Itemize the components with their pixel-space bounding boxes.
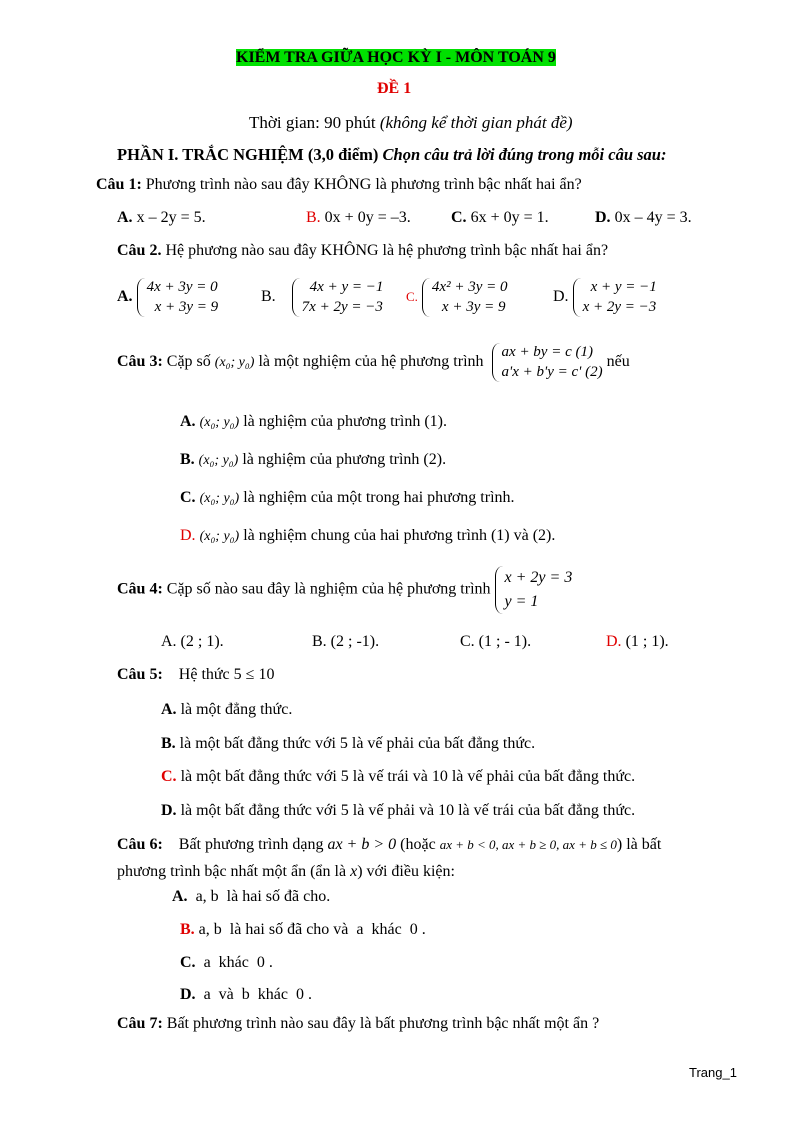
equation-system: x + y = −1 x + 2y = −3 xyxy=(573,278,657,317)
q3-text: nếu xyxy=(602,353,630,371)
option-letter: A. xyxy=(117,209,133,226)
q5-option-a xyxy=(161,701,292,719)
q2-label: Câu 2. xyxy=(117,242,162,259)
q6-expr: ax + b > 0 xyxy=(327,836,397,853)
exam-time xyxy=(249,113,573,133)
option-letter: C. xyxy=(161,768,177,785)
q6-option-c xyxy=(180,954,273,972)
q3-option-b xyxy=(180,451,446,469)
q6-text: ) là bất xyxy=(616,836,662,853)
option-letter: C. xyxy=(180,489,196,506)
q4-option-c: C. (1 ; - 1). xyxy=(460,633,532,650)
question-4 xyxy=(117,566,572,614)
option-letter: B. xyxy=(306,209,321,226)
equation-system: x + 2y = 3 y = 1 xyxy=(495,566,573,614)
q6-option-b xyxy=(180,921,426,939)
pair-expr: (x₀; y₀) xyxy=(214,355,255,371)
option-text: (1 ; 1). xyxy=(621,633,669,650)
q5-option-d xyxy=(161,802,635,820)
exam-title-text: KIỂM TRA GIỮA HỌC KỲ I - MÔN TOÁN 9 xyxy=(236,49,556,66)
q6-text: ) với điều kiện: xyxy=(357,863,455,880)
equation-system: 4x² + 3y = 0 x + 3y = 9 xyxy=(422,278,508,317)
q2-text: Hệ phương nào sau đây KHÔNG là hệ phương trình bậc nhất hai ẩn? xyxy=(161,242,609,259)
option-text: là một bất đẳng thức với 5 là vế phải của bất đẳng thức. xyxy=(175,735,536,752)
part1-heading xyxy=(117,146,666,165)
option-text: là nghiệm của một trong hai phương trình. xyxy=(239,489,515,506)
option-letter: C. xyxy=(406,289,418,305)
option-text: x – 2y = 5. xyxy=(132,209,206,226)
option-letter: A. xyxy=(117,288,133,306)
time-text: Thời gian: 90 phút xyxy=(249,113,380,132)
q5-option-c xyxy=(161,768,635,786)
option-letter: A. xyxy=(161,701,177,718)
q6-option-a xyxy=(172,888,330,906)
option-text: là một bất đẳng thức với 5 là vế trái và 10 là vế phải của bất đẳng thức. xyxy=(176,768,636,785)
equation-system: ax + by = c (1) a'x + b'y = c' (2) xyxy=(492,343,603,382)
option-text: là một đẳng thức. xyxy=(176,701,293,718)
q1-option-a xyxy=(117,209,206,227)
question-5 xyxy=(117,666,274,684)
option-letter: B. xyxy=(180,921,195,938)
pair-expr: (x₀; y₀) xyxy=(199,529,240,544)
option-text: a, b là hai số đã cho và a khác 0 . xyxy=(194,921,426,938)
q4-option-b: B. (2 ; -1). xyxy=(312,633,380,650)
q6-expr: ax + b < 0, ax + b ≥ 0, ax + b ≤ 0 xyxy=(439,837,617,852)
q1-text: Phương trình nào sau đây KHÔNG là phương trình bậc nhất hai ẩn? xyxy=(141,176,582,193)
q1-option-c xyxy=(451,209,549,227)
q2-option-d xyxy=(553,278,657,317)
option-text: là nghiệm chung của hai phương trình (1) và (2). xyxy=(239,527,556,544)
q5-expr: 5 ≤ 10 xyxy=(233,666,275,683)
option-letter: D. xyxy=(161,802,177,819)
option-letter: D. xyxy=(595,209,611,226)
option-text: là nghiệm của phương trình (2). xyxy=(238,451,447,468)
q6-text: phương trình bậc nhất một ẩn (ẩn là xyxy=(117,863,351,880)
option-text: là một bất đẳng thức với 5 là vế phải và 10 là vế trái của bất đẳng thức. xyxy=(176,802,636,819)
question-6-line1 xyxy=(117,836,661,854)
option-letter: B. xyxy=(261,288,276,306)
part1-title: PHẦN I. TRẮC NGHIỆM (3,0 điểm) xyxy=(117,145,383,164)
page-number: Trang_1 xyxy=(689,1065,737,1080)
q5-text: Hệ thức xyxy=(162,666,234,683)
q1-label: Câu 1: xyxy=(96,176,142,193)
q3-text: Cặp số xyxy=(162,353,215,371)
q2-option-b xyxy=(261,278,383,317)
q1-option-b xyxy=(306,209,411,227)
q3-option-a xyxy=(180,413,447,431)
q4-option-a: A. (2 ; 1). xyxy=(161,633,224,650)
q2-option-a xyxy=(117,278,218,317)
q1-option-d xyxy=(595,209,692,227)
option-text: a khác 0 . xyxy=(195,954,273,971)
q6-var: x xyxy=(350,863,358,880)
option-text: 6x + 0y = 1. xyxy=(466,209,549,226)
question-3 xyxy=(117,343,630,382)
q4-text: Cặp số nào sau đây là nghiệm của hệ phương trình xyxy=(162,580,495,598)
q6-text: Bất phương trình dạng xyxy=(162,836,328,853)
q3-option-d xyxy=(180,527,555,545)
question-2 xyxy=(117,242,608,260)
option-letter: D. xyxy=(180,527,196,544)
equation-system: 4x + 3y = 0 x + 3y = 9 xyxy=(137,278,219,317)
option-letter: D. xyxy=(606,633,622,650)
q3-option-c xyxy=(180,489,515,507)
exam-title xyxy=(236,49,556,67)
part1-instruction: Chọn câu trả lời đúng trong mỗi câu sau: xyxy=(382,145,667,164)
option-text: a, b là hai số đã cho. xyxy=(187,888,331,905)
q6-label: Câu 6: xyxy=(117,836,163,853)
question-1 xyxy=(96,176,582,194)
q4-label: Câu 4: xyxy=(117,580,163,598)
option-letter: C. xyxy=(180,954,196,971)
option-letter: C. xyxy=(451,209,467,226)
option-letter: B. xyxy=(161,735,176,752)
option-text: là nghiệm của phương trình (1). xyxy=(239,413,447,430)
option-text: a và b khác 0 . xyxy=(195,986,312,1003)
pair-expr: (x₀; y₀) xyxy=(198,453,239,468)
equation-system: 4x + y = −1 7x + 2y = −3 xyxy=(292,278,384,317)
option-text: 0x + 0y = –3. xyxy=(320,209,411,226)
option-text: 0x – 4y = 3. xyxy=(610,209,692,226)
option-letter: A. xyxy=(180,413,196,430)
option-letter: B. xyxy=(180,451,195,468)
question-7 xyxy=(117,1015,599,1033)
time-note: (không kể thời gian phát đề) xyxy=(379,113,573,132)
q6-option-d xyxy=(180,986,312,1004)
q3-label: Câu 3: xyxy=(117,353,163,371)
q2-option-c xyxy=(406,278,507,317)
q5-label: Câu 5: xyxy=(117,666,163,683)
pair-expr: (x₀; y₀) xyxy=(199,491,240,506)
q7-text: Bất phương trình nào sau đây là bất phương trình bậc nhất một ẩn ? xyxy=(162,1015,600,1032)
exam-code: ĐỀ 1 xyxy=(377,80,412,97)
q7-label: Câu 7: xyxy=(117,1015,163,1032)
question-6-line2 xyxy=(117,863,455,881)
q5-option-b xyxy=(161,735,535,753)
pair-expr: (x₀; y₀) xyxy=(199,415,240,430)
q4-option-d xyxy=(606,633,669,651)
q6-text: (hoặc xyxy=(396,836,440,853)
option-letter: A. xyxy=(172,888,188,905)
option-letter: D. xyxy=(553,288,569,306)
q3-text: là một nghiệm của hệ phương trình xyxy=(254,353,488,371)
option-letter: D. xyxy=(180,986,196,1003)
